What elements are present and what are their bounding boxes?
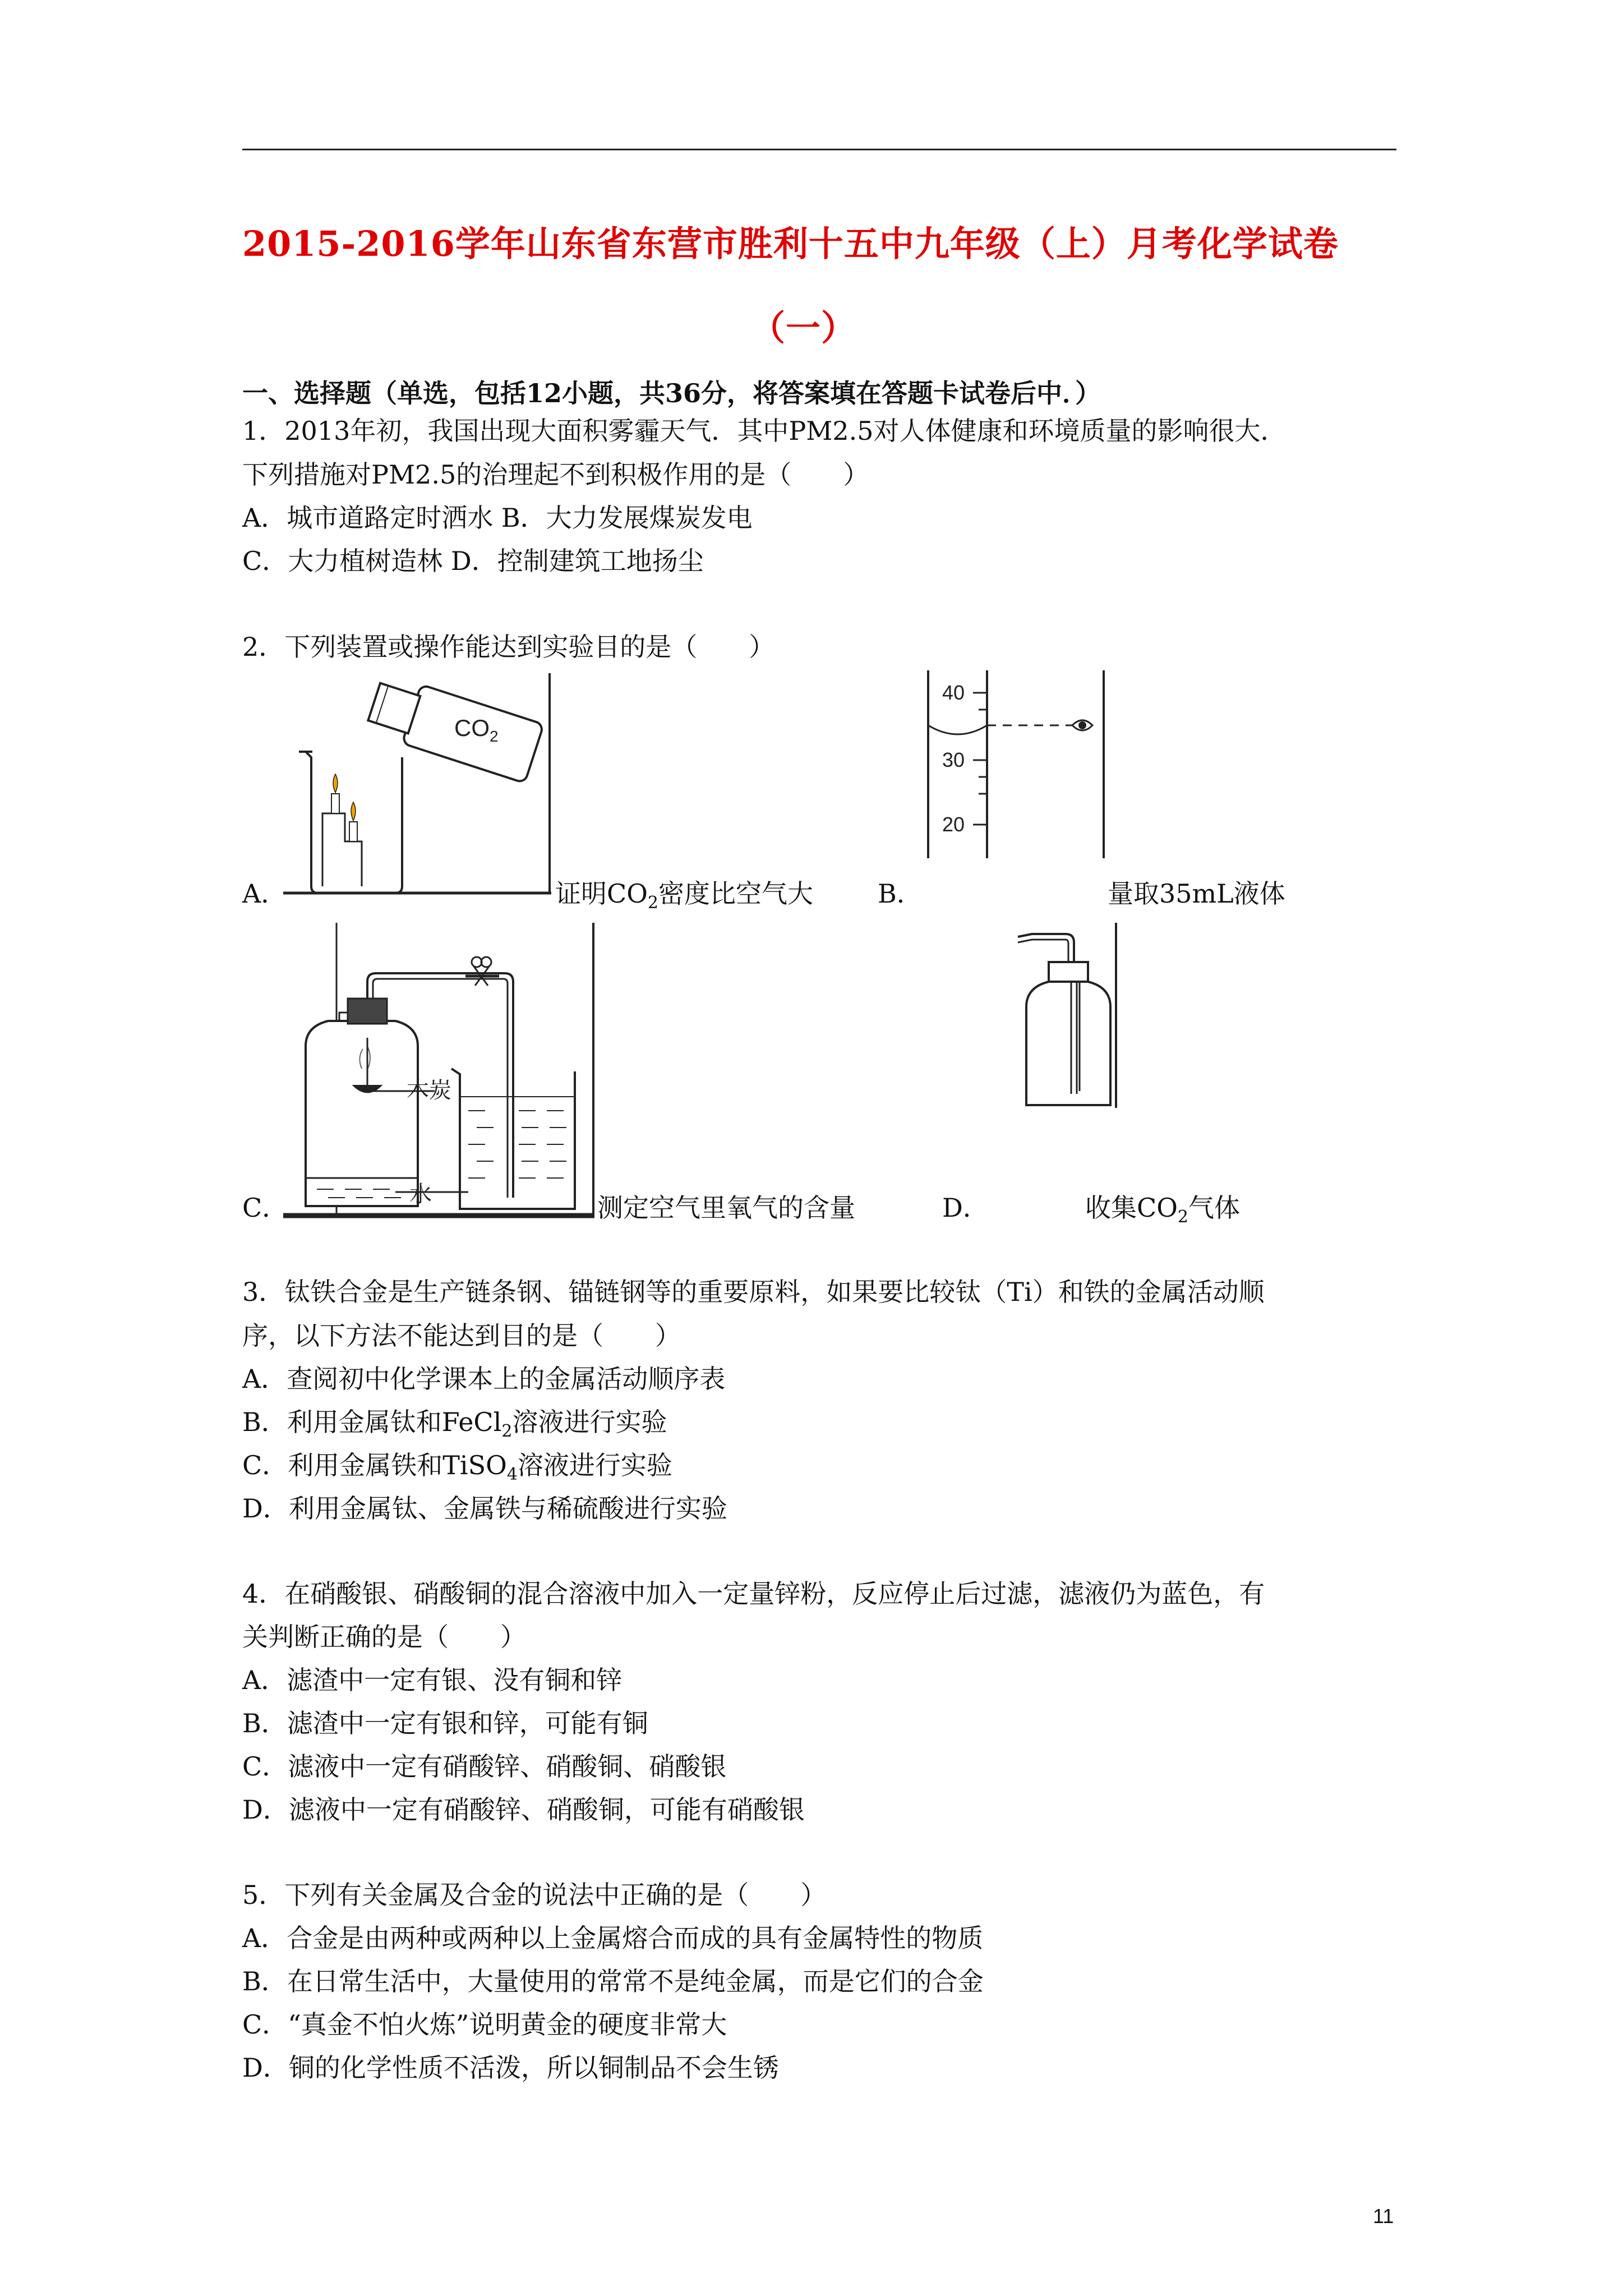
- q2-option-d-letter: D．: [942, 1193, 989, 1223]
- q4-stem-line2: 关判断正确的是（ ）: [242, 1622, 526, 1652]
- q1-options-line1: A．城市道路定时洒水 B．大力发展煤炭发电: [242, 503, 753, 533]
- figure-c-charcoal-label: 木炭: [407, 1078, 451, 1103]
- q5-option-b: B．在日常生活中，大量使用的常常不是纯金属，而是它们的合金: [242, 1966, 984, 1996]
- q5-option-a: A．合金是由两种或两种以上金属熔合而成的具有金属特性的物质: [242, 1923, 984, 1953]
- q2-stem: 2．下列装置或操作能达到实验目的是（ ）: [242, 632, 775, 662]
- q4-option-d: D．滤液中一定有硝酸锌、硝酸铜，可能有硝酸银: [242, 1795, 805, 1825]
- q2-option-a-text: 证明$CO_2$密度比空气大: [555, 878, 814, 913]
- q5-option-c: C．“真金不怕火炼”说明黄金的硬度非常大: [242, 2009, 727, 2040]
- q3-option-b: B．利用金属钛和FeCl$_2$溶液进行实验: [242, 1407, 667, 1441]
- q5-stem: 5．下列有关金属及合金的说法中正确的是（ ）: [242, 1880, 827, 1910]
- header-rule: [242, 149, 1396, 150]
- q2-option-b-letter: B．: [878, 878, 923, 909]
- figure-b-tick-40: 40: [942, 681, 965, 704]
- q4-option-b: B．滤渣中一定有银和锌，可能有铜: [242, 1708, 648, 1738]
- figure-b-graduated-cylinder: [920, 670, 1110, 861]
- q1-options-line2: C．大力植树造林 D．控制建筑工地扬尘: [242, 546, 704, 576]
- q1-stem-line1: 1．2013年初，我国出现大面积雾霾天气．其中PM2.5对人体健康和环境质量的影响很大．: [242, 416, 1287, 446]
- exam-title-line1: 2015-2016学年山东省东营市胜利十五中九年级（上）月考化学试卷: [242, 223, 1339, 264]
- q3-stem-line2: 序，以下方法不能达到目的是（ ）: [242, 1320, 681, 1351]
- q2-option-b-text: 量取35mL液体: [1108, 878, 1285, 909]
- q3-stem-line1: 3．钛铁合金是生产链条钢、锚链钢等的重要原料，如果要比较钛（Ti）和铁的金属活动顺: [242, 1277, 1265, 1307]
- figure-b-tick-20: 20: [942, 813, 965, 836]
- q4-option-c: C．滤液中一定有硝酸锌、硝酸铜、硝酸银: [242, 1751, 727, 1782]
- figure-a-co2-density: [283, 673, 552, 898]
- figure-d-gas-bottle: [1012, 923, 1119, 1114]
- q2-option-c-text: 测定空气里氧气的含量: [597, 1193, 855, 1223]
- q4-stem-line1: 4．在硝酸银、硝酸铜的混合溶液中加入一定量锌粉，反应停止后过滤，滤液仍为蓝色，有: [242, 1579, 1265, 1609]
- figure-b-tick-30: 30: [942, 748, 965, 771]
- q3-option-a: A．查阅初中化学课本上的金属活动顺序表: [242, 1364, 726, 1394]
- q5-option-d: D．铜的化学性质不活泼，所以铜制品不会生锈: [242, 2053, 779, 2083]
- q2-option-d-text: 收集$CO_2$气体: [1085, 1193, 1241, 1227]
- q4-option-a: A．滤渣中一定有银、没有铜和锌: [242, 1665, 623, 1695]
- figure-a-co2-label: $CO_2$: [454, 715, 499, 745]
- section-heading: 一、选择题（单选，包括12小题，共36分，将答案填在答题卡试卷后中．）: [242, 378, 1101, 408]
- q2-option-a-letter: A．: [242, 878, 287, 909]
- page-number: 11: [1373, 2205, 1394, 2228]
- figure-c-oxygen-measurement: [283, 923, 597, 1226]
- q3-option-c: C．利用金属铁和TiSO$_4$溶液进行实验: [242, 1450, 672, 1484]
- q2-option-c-letter: C．: [242, 1193, 288, 1223]
- figure-c-water-label: 水: [409, 1181, 432, 1207]
- q3-option-d: D．利用金属钛、金属铁与稀硫酸进行实验: [242, 1493, 727, 1524]
- exam-title-line2: （一）: [750, 307, 857, 348]
- q1-stem-line2: 下列措施对PM2.5的治理起不到积极作用的是（ ）: [242, 459, 869, 490]
